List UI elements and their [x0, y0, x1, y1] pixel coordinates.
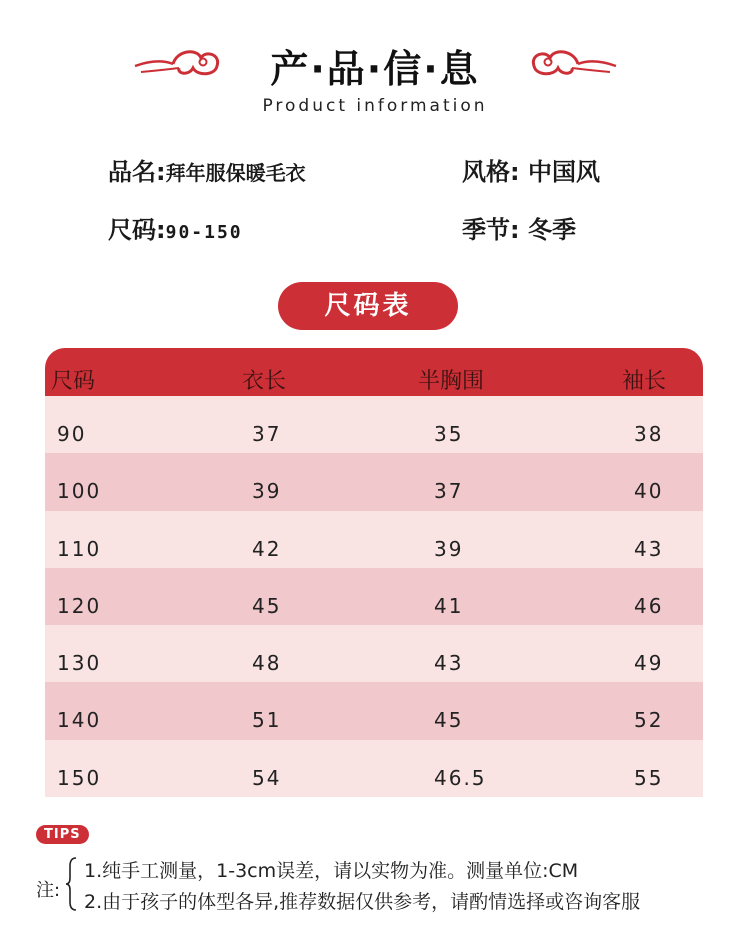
- notes: [36, 856, 736, 916]
- note-line-2: 2.由于孩子的体型各异,推荐数据仅供参考，请酌情选择或咨询客服: [84, 891, 641, 913]
- cell-sleeve: 38: [634, 422, 664, 446]
- cell-length: 42: [252, 536, 282, 561]
- cell-length: 39: [252, 479, 282, 504]
- cell-size: 90: [57, 422, 87, 446]
- cell-length: 37: [252, 422, 282, 446]
- cell-length: 48: [252, 651, 282, 676]
- cell-length: 54: [252, 765, 282, 790]
- note-line-1: 1.纯手工测量，1-3cm误差，请以实物为准。测量单位:CM: [84, 860, 579, 882]
- info-name-value: 拜年服保暖毛衣: [165, 161, 306, 185]
- info-size-label: 尺码:: [108, 216, 166, 244]
- cell-half-chest: 43: [434, 651, 464, 676]
- cell-half-chest: 37: [434, 479, 464, 504]
- info-style: [462, 152, 600, 187]
- size-chart-badge: 尺码表: [278, 282, 458, 330]
- cell-size: 140: [57, 708, 102, 733]
- cell-sleeve: 46: [634, 593, 664, 618]
- cell-length: 51: [252, 708, 282, 733]
- table-row: [45, 740, 703, 797]
- cell-size: 110: [57, 536, 102, 561]
- cell-half-chest: 39: [434, 536, 464, 561]
- table-row: [45, 682, 703, 739]
- table-row: [45, 453, 703, 510]
- page-title: 产·品·信·息: [270, 47, 480, 91]
- cell-sleeve: 55: [634, 765, 664, 790]
- info-size-value: 90-150: [165, 222, 243, 243]
- size-table: [45, 348, 703, 797]
- cell-size: 130: [57, 651, 102, 676]
- table-row: [45, 511, 703, 568]
- notes-label: 注:: [36, 880, 61, 901]
- info-season-value: 冬季: [527, 216, 576, 244]
- cell-size: 120: [57, 593, 102, 618]
- cell-size: 100: [57, 479, 102, 504]
- info-size: [108, 210, 243, 245]
- page-subtitle: Product information: [262, 96, 488, 116]
- table-row: [45, 396, 703, 453]
- cell-length: 45: [252, 593, 282, 618]
- size-table-body: [45, 396, 703, 797]
- header-half-chest: 半胸围: [418, 369, 485, 394]
- cell-half-chest: 41: [434, 593, 464, 618]
- cell-half-chest: 35: [434, 422, 464, 446]
- tips-section: [36, 823, 89, 844]
- info-style-label: 风格:: [462, 158, 520, 186]
- tips-badge: TIPS: [36, 825, 89, 844]
- header-length: 衣长: [242, 369, 287, 394]
- info-name: [108, 152, 306, 187]
- table-row: [45, 568, 703, 625]
- header-size: 尺码: [51, 369, 96, 394]
- cell-sleeve: 52: [634, 708, 664, 733]
- header: [0, 30, 750, 130]
- cell-sleeve: 40: [634, 479, 664, 504]
- header-sleeve: 袖长: [622, 369, 667, 394]
- info-style-value: 中国风: [527, 158, 600, 186]
- auspicious-cloud-icon-right: [528, 46, 618, 80]
- cell-half-chest: 46.5: [434, 765, 487, 790]
- info-name-label: 品名:: [108, 158, 166, 186]
- cell-size: 150: [57, 765, 102, 790]
- cell-half-chest: 45: [434, 708, 464, 733]
- info-season: [462, 210, 576, 245]
- info-season-label: 季节:: [462, 216, 520, 244]
- cell-sleeve: 43: [634, 536, 664, 561]
- size-table-header: [45, 348, 703, 396]
- brace-icon: [64, 856, 80, 912]
- table-row: [45, 625, 703, 682]
- cell-sleeve: 49: [634, 651, 664, 676]
